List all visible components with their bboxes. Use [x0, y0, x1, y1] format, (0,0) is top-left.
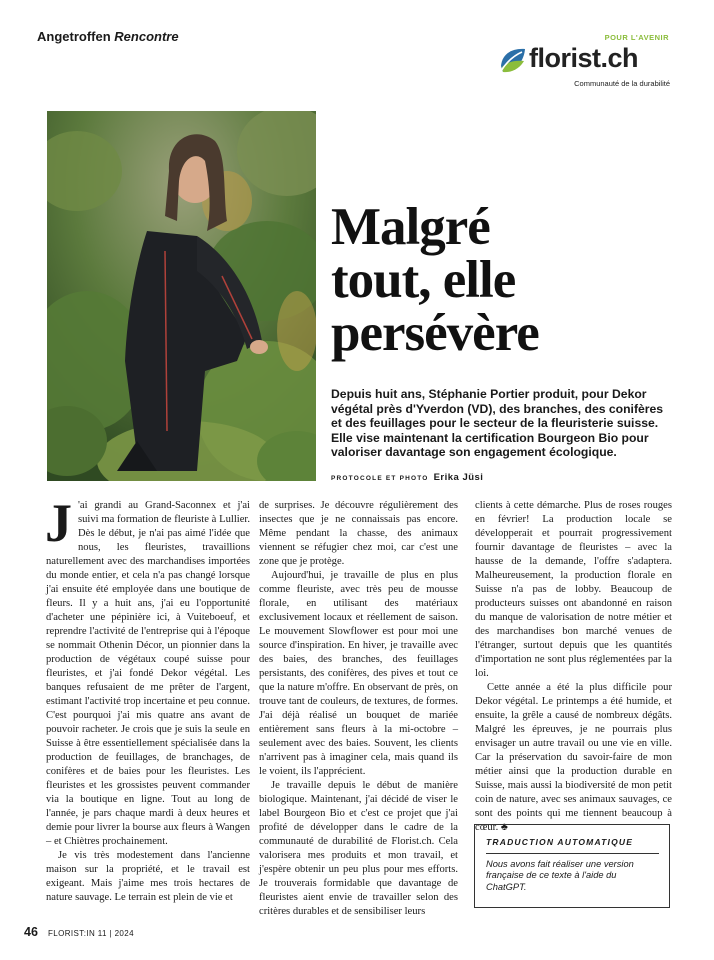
body-column-2	[259, 499, 458, 919]
title-line: persévère	[331, 304, 539, 362]
logo-tagline: Communauté de la durabilité	[574, 79, 670, 88]
credit-name: Erika Jüsi	[433, 472, 484, 483]
title-line: Malgré	[331, 198, 490, 256]
tag-pour-lavenir: POUR L'AVENIR	[604, 33, 669, 42]
body-column-3	[475, 499, 672, 835]
paragraph: Je vis très modestement dans l'ancienne maison sur la propriété, et le travail est exigeant. Mais j'aime mes trois hectares de nature sauvage. Le terrain est plein de vie et	[46, 850, 250, 903]
box-title: TRADUCTION AUTOMATIQUE	[486, 837, 634, 847]
logo-text: florist.ch	[529, 43, 639, 73]
paragraph: Je travaille depuis le début de manière biologique. Maintenant, j'ai décidé de viser le label Bourgeon Bio et c'est ce projet que j'ai profité de développer dans le cadre de la communauté de durabilité de Florist.ch. Cela valorisera mes produits et mon travail, et j'espère obtenir un peu plus pour mes efforts. Je trouverais formidable que davantage de fleuristes aient envie de travailler selon des critères durables et de sensibiliser leurs	[259, 780, 458, 917]
paragraph: de surprises. Je découvre régulièrement des insectes que je ne connaissais pas encore. Même pendant la chasse, des animaux viennent se réfugier chez moi, car c'est une zone que je protège.	[259, 500, 458, 567]
article-title	[331, 198, 671, 362]
credit-label: PROTOCOLE ET PHOTO	[331, 475, 429, 482]
portrait-photo	[47, 111, 316, 481]
box-divider	[486, 853, 659, 854]
section-label: Angetroffen Rencontre	[37, 29, 179, 44]
translation-notice-box	[474, 824, 670, 908]
box-text: Nous avons fait réaliser une version française de ce texte à l'aide du ChatGPT.	[486, 859, 634, 892]
title-line: tout, elle	[331, 251, 516, 309]
article-lede: Depuis huit ans, Stéphanie Portier produit, pour Dekor végétal près d'Yverdon (VD), des branches, des conifères et des feuillages pour le secteur de la fleuristerie suisse. Elle vise maintenant la certification Bourgeon Bio pour valoriser davantage son engagement écologique.	[331, 387, 664, 460]
paragraph: Aujourd'hui, je travaille de plus en plus comme fleuriste, avec très peu de mousse florale, en utilisant des matériaux exclusivement locaux et réellement de saison. Le mouvement Slowflower est pour moi une source d'inspiration. En hiver, je travaille avec des baies, des branches, des feuillages persistants, des conifères, des pives et tout ce que la nature m'offre. En observant de près, on trouve tant de couleurs, de textures, de formes. J'ai déjà réalisé un bouquet de mariée entièrement sans fleurs à la mi-octobre – seulement avec des baies. Souvent, les clients n'arrivent pas à imaginer cela, mais quand ils le voient, ils l'apprécient.	[259, 570, 458, 777]
drop-cap: J	[45, 493, 72, 553]
florist-logo-icon	[498, 46, 528, 81]
photo-credit	[331, 472, 483, 483]
body-column-1	[45, 493, 250, 905]
paragraph: 'ai grandi au Grand-Saconnex et j'ai suivi ma formation de fleuriste à Lullier. Dès le début, je n'ai pas aimé l'idée que nous, les fleuristes, travaillions naturellement avec des marchandises importées du monde entier, et cela n'a pas changé lorsque j'ai ensuite été employée dans une boutique de fleurs. Il y a huit ans, j'ai eu l'opportunité d'acheter une pépinière ici, à Vuiteboeuf, et reprendre l'activité de l'entreprise qui à l'époque se nommait Othenin Décor, un pionnier dans la production de végétaux coupé suisse pour fleuristes, et j'ai fondé Dekor végétal. Les banques refusaient de me prêter de l'argent, estimant l'activité trop incertaine et peu connue. C'est pourquoi j'ai mis quatre ans avant de pouvoir racheter. Je crois que je suis la seule en Suisse à être essentiellement spécialisée dans la production de feuillages, de branchages, de conifères et de baies pour les fleuristes. Les fleuristes et les grossistes peuvent commander via la boutique en ligne. Tout au long de l'année, je pars chaque mardi à deux heures et demie pour livrer la bourse aux fleurs à Wangen – et Chiètres prochainement.	[46, 500, 250, 847]
publication-label: FLORIST:IN 11 | 2024	[48, 929, 134, 938]
paragraph: clients à cette démarche. Plus de roses rouges en février! La production locale se développerait et pourrait progressivement fournir davantage de fleuristes – avec la hausse de la demande, l'offre s'adaptera. Malheureusement, la production florale en Suisse n'a pas de lobby. Beaucoup de producteurs suisses ont abandonné en raison du manque de valorisation de notre métier et des marchandises bon marché venues de l'étranger, surtout depuis que les quantités d'importation ne sont plus réglementées par la loi.	[475, 500, 672, 679]
paragraph: Cette année a été la plus difficile pour Dekor végétal. Le printemps a été humide, et ensuite, la grêle a causé de nombreux dégâts. Malgré les épreuves, je ne pourrais plus envisager un autre travail ou une vie en ville. Car la préservation du savoir-faire de mon métier ainsi que la production durable en Suisse, mais aussi la biodiversité de mon petit coin de nature, avec ses animaux sauvages, ce sont des points qui me tiennent beaucoup à cœur. ♣	[475, 682, 672, 833]
page-number: 46	[24, 925, 38, 939]
